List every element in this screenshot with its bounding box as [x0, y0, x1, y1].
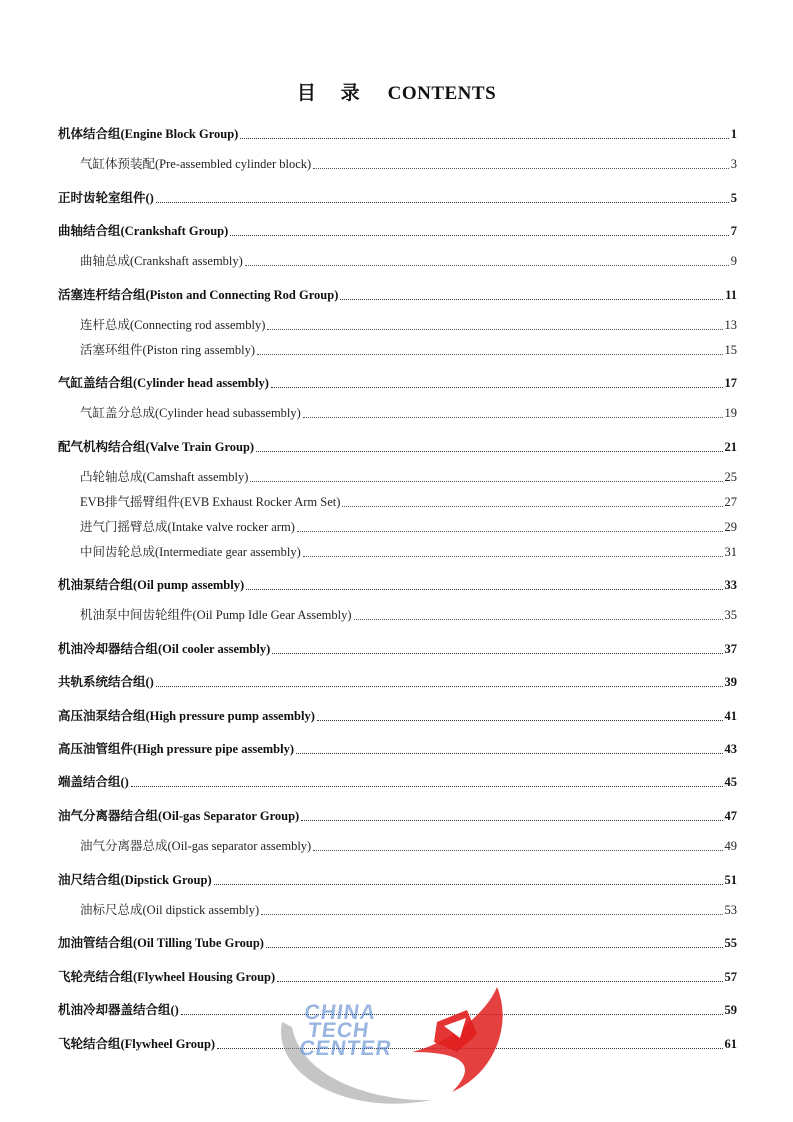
toc-page-number: 43 — [724, 742, 737, 756]
toc-entry[interactable] — [58, 124, 737, 142]
toc-page-number: 53 — [724, 903, 737, 917]
toc-leader-dots — [296, 752, 722, 754]
title-english: CONTENTS — [387, 83, 497, 104]
toc-leader-dots — [266, 946, 723, 948]
toc-page-number: 51 — [724, 873, 737, 887]
toc-entry[interactable] — [58, 772, 737, 790]
toc-leader-dots — [301, 819, 722, 821]
toc-subentry[interactable] — [80, 403, 737, 421]
toc-entry[interactable] — [58, 221, 737, 239]
toc-entry-label: 连杆总成(Connecting rod assembly) — [80, 318, 266, 332]
toc-page-number: 45 — [724, 775, 737, 789]
toc-leader-dots — [246, 588, 722, 590]
toc-leader-dots — [342, 505, 722, 507]
toc-page-number: 35 — [724, 608, 737, 622]
toc-entry-label: 油气分离器总成(Oil-gas separator assembly) — [80, 839, 312, 853]
toc-entry-label: 活塞连杆结合组(Piston and Connecting Rod Group) — [58, 288, 339, 302]
toc-leader-dots — [261, 913, 722, 915]
toc-entry-label: 机油冷却器结合组(Oil cooler assembly) — [58, 642, 271, 656]
toc-entry-label: 油尺结合组(Dipstick Group) — [58, 873, 212, 887]
toc-entry[interactable] — [58, 706, 737, 724]
title-chinese: 目 录 — [296, 83, 370, 104]
toc-entry[interactable] — [58, 672, 737, 690]
toc-subentry[interactable] — [80, 542, 737, 560]
toc-leader-dots — [250, 480, 722, 482]
toc-page-number: 15 — [724, 343, 737, 357]
toc-leader-dots — [240, 137, 728, 139]
toc-page-number: 17 — [724, 376, 737, 390]
toc-entry-label: 配气机构结合组(Valve Train Group) — [58, 440, 255, 454]
toc-entry-label: 活塞环组件(Piston ring assembly) — [80, 343, 255, 357]
toc-page-number: 55 — [724, 936, 737, 950]
toc-leader-dots — [271, 386, 723, 388]
toc-leader-dots — [214, 883, 723, 885]
toc-page-number: 19 — [724, 406, 737, 420]
toc-entry-label: 正时齿轮室组件() — [58, 191, 154, 205]
toc-leader-dots — [340, 298, 723, 300]
toc-entry-label: 曲轴结合组(Crankshaft Group) — [58, 224, 229, 238]
watermark-line: CHINA — [302, 1001, 378, 1024]
toc-entry-label: 气缸盖结合组(Cylinder head assembly) — [58, 376, 269, 390]
toc-leader-dots — [256, 450, 722, 452]
toc-entry-label: 飞轮结合组(Flywheel Group) — [58, 1037, 216, 1051]
toc-subentry[interactable] — [80, 154, 737, 172]
toc-subentry[interactable] — [80, 492, 737, 510]
toc-entry-label: 凸轮轴总成(Camshaft assembly) — [80, 470, 249, 484]
toc-leader-dots — [354, 618, 723, 620]
toc-page-number: 5 — [730, 191, 737, 205]
toc-entry-label: 油标尺总成(Oil dipstick assembly) — [80, 903, 260, 917]
toc-leader-dots — [245, 264, 729, 266]
toc-page-number: 27 — [724, 495, 737, 509]
toc-subentry[interactable] — [80, 900, 737, 918]
toc-page-number: 29 — [724, 520, 737, 534]
toc-leader-dots — [272, 652, 722, 654]
toc-entry-label: 中间齿轮总成(Intermediate gear assembly) — [80, 545, 301, 559]
toc-page-number: 39 — [724, 675, 737, 689]
toc-leader-dots — [156, 685, 723, 687]
toc-page-number: 3 — [730, 157, 737, 171]
toc-page-number: 21 — [724, 440, 737, 454]
toc-entry[interactable] — [58, 806, 737, 824]
toc-entry[interactable] — [58, 575, 737, 593]
toc-page-number: 1 — [730, 127, 737, 141]
toc-page-number: 31 — [724, 545, 737, 559]
toc-entry-label: 飞轮壳结合组(Flywheel Housing Group) — [58, 970, 276, 984]
toc-leader-dots — [267, 328, 722, 330]
toc-leader-dots — [303, 416, 723, 418]
toc-entry[interactable] — [58, 933, 737, 951]
toc-entry-label: 油气分离器结合组(Oil-gas Separator Group) — [58, 809, 300, 823]
toc-entry[interactable] — [58, 188, 737, 206]
toc-page-number: 59 — [724, 1003, 737, 1017]
toc-page-number: 13 — [724, 318, 737, 332]
toc-entry[interactable] — [58, 437, 737, 455]
toc-entry-label: 机体结合组(Engine Block Group) — [58, 127, 239, 141]
toc-subentry[interactable] — [80, 315, 737, 333]
toc-subentry[interactable] — [80, 605, 737, 623]
toc-leader-dots — [313, 849, 722, 851]
toc-leader-dots — [230, 234, 728, 236]
toc-entry-label: 高压油泵结合组(High pressure pump assembly) — [58, 709, 315, 723]
toc-entry[interactable] — [58, 870, 737, 888]
toc-entry-label: 机油泵结合组(Oil pump assembly) — [58, 578, 245, 592]
toc-subentry[interactable] — [80, 517, 737, 535]
toc-page-number: 57 — [724, 970, 737, 984]
toc-page-number: 9 — [730, 254, 737, 268]
toc-entry[interactable] — [58, 285, 737, 303]
toc-entry-label: 进气门摇臂总成(Intake valve rocker arm) — [80, 520, 295, 534]
toc-page-number: 11 — [725, 288, 737, 302]
toc-entry-label: 加油管结合组(Oil Tilling Tube Group) — [58, 936, 264, 950]
toc-subentry[interactable] — [80, 340, 737, 358]
toc-entry-label: 曲轴总成(Crankshaft assembly) — [80, 254, 243, 268]
toc-entry-label: EVB排气摇臂组件(EVB Exhaust Rocker Arm Set) — [80, 495, 341, 509]
toc-subentry[interactable] — [80, 467, 737, 485]
watermark-text — [297, 1001, 398, 1060]
toc-page-number: 61 — [724, 1037, 737, 1051]
toc-leader-dots — [297, 530, 723, 532]
toc-page-number: 41 — [724, 709, 737, 723]
watermark-line: CENTER — [297, 1037, 394, 1060]
toc-page-number: 25 — [724, 470, 737, 484]
toc-entry-label: 气缸盖分总成(Cylinder head subassembly) — [80, 406, 301, 420]
toc-entry-label: 机油泵中间齿轮组件(Oil Pump Idle Gear Assembly) — [80, 608, 352, 622]
toc-page-number: 47 — [724, 809, 737, 823]
toc-entry[interactable] — [58, 373, 737, 391]
toc-leader-dots — [131, 785, 723, 787]
toc-entry-label: 高压油管组件(High pressure pipe assembly) — [58, 742, 295, 756]
toc-leader-dots — [257, 353, 723, 355]
toc-page-number: 49 — [724, 839, 737, 853]
toc-subentry[interactable] — [80, 836, 737, 854]
toc-entry-label: 机油冷却器盖结合组() — [58, 1003, 179, 1017]
toc-subentry[interactable] — [80, 251, 737, 269]
toc-entry-label: 气缸体预装配(Pre-assembled cylinder block) — [80, 157, 312, 171]
toc-leader-dots — [317, 719, 723, 721]
toc-leader-dots — [156, 201, 729, 203]
toc-entry-label: 端盖结合组() — [58, 775, 129, 789]
toc-page-number: 7 — [730, 224, 737, 238]
toc-leader-dots — [313, 167, 729, 169]
toc-leader-dots — [303, 555, 723, 557]
toc-entry[interactable] — [58, 639, 737, 657]
toc-page-number: 33 — [724, 578, 737, 592]
toc-entry-label: 共轨系统结合组() — [58, 675, 154, 689]
toc-page-number: 37 — [724, 642, 737, 656]
toc-entry[interactable] — [58, 739, 737, 757]
watermark-line: TECH — [306, 1019, 371, 1042]
watermark-logo — [262, 982, 532, 1112]
